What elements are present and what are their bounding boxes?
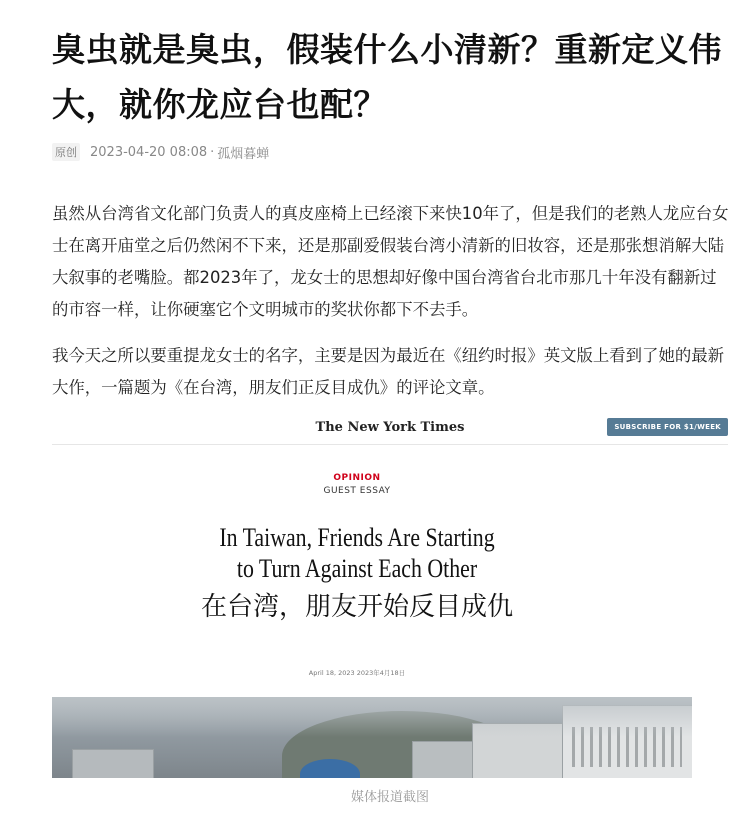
embedded-nyt-screenshot xyxy=(52,412,728,778)
meta-separator: · xyxy=(210,144,215,160)
headline-english: In Taiwan, Friends Are Starting to Turn Against Each Other xyxy=(219,523,495,583)
cityscape-photo xyxy=(52,697,692,778)
nyt-masthead xyxy=(52,412,728,445)
original-badge: 原创 xyxy=(52,143,80,161)
photo-building xyxy=(72,749,154,778)
guest-essay-label: GUEST ESSAY xyxy=(323,486,391,496)
essay-dateline: April 18, 2023 2023年4月18日 xyxy=(308,669,406,677)
headline-chinese: 在台湾，朋友开始反目成仇 xyxy=(200,592,513,622)
photo-fog xyxy=(52,697,692,737)
paragraph: 我今天之所以要重提龙女士的名字，主要是因为最近在《纽约时报》英文版上看到了她的最新大作，一篇题为《在台湾，朋友们正反目成仇》的评论文章。 xyxy=(52,346,725,397)
publish-datetime: 2023-04-20 08:08 xyxy=(90,144,208,160)
subscribe-button: SUBSCRIBE FOR $1/WEEK xyxy=(607,418,728,436)
image-caption: 媒体报道截图 xyxy=(350,790,429,805)
article-meta xyxy=(52,142,269,162)
photo-building xyxy=(412,741,474,778)
paragraph: 虽然从台湾省文化部门负责人的真皮座椅上已经滚下来快10年了，但是我们的老熟人龙应台女士在离开庙堂之后仍然闲不下来，还是那副爱假装台湾小清新的旧妆容，还是那张想消解大陆大叙事的老嘴脸。都2023年了，龙女士的思想却好像中国台湾省台北市那几十年没有翻新过的市容一样，让你硬塞它个文明城市的奖状你都下不去手。 xyxy=(52,204,729,319)
author-link[interactable]: 孤烟暮蝉 xyxy=(217,146,270,162)
opinion-label: OPINION xyxy=(333,473,381,483)
nyt-logo: The New York Times xyxy=(315,420,465,435)
article-title: 臭虫就是臭虫，假装什么小清新？重新定义伟大，就你龙应台也配？ xyxy=(52,30,722,124)
